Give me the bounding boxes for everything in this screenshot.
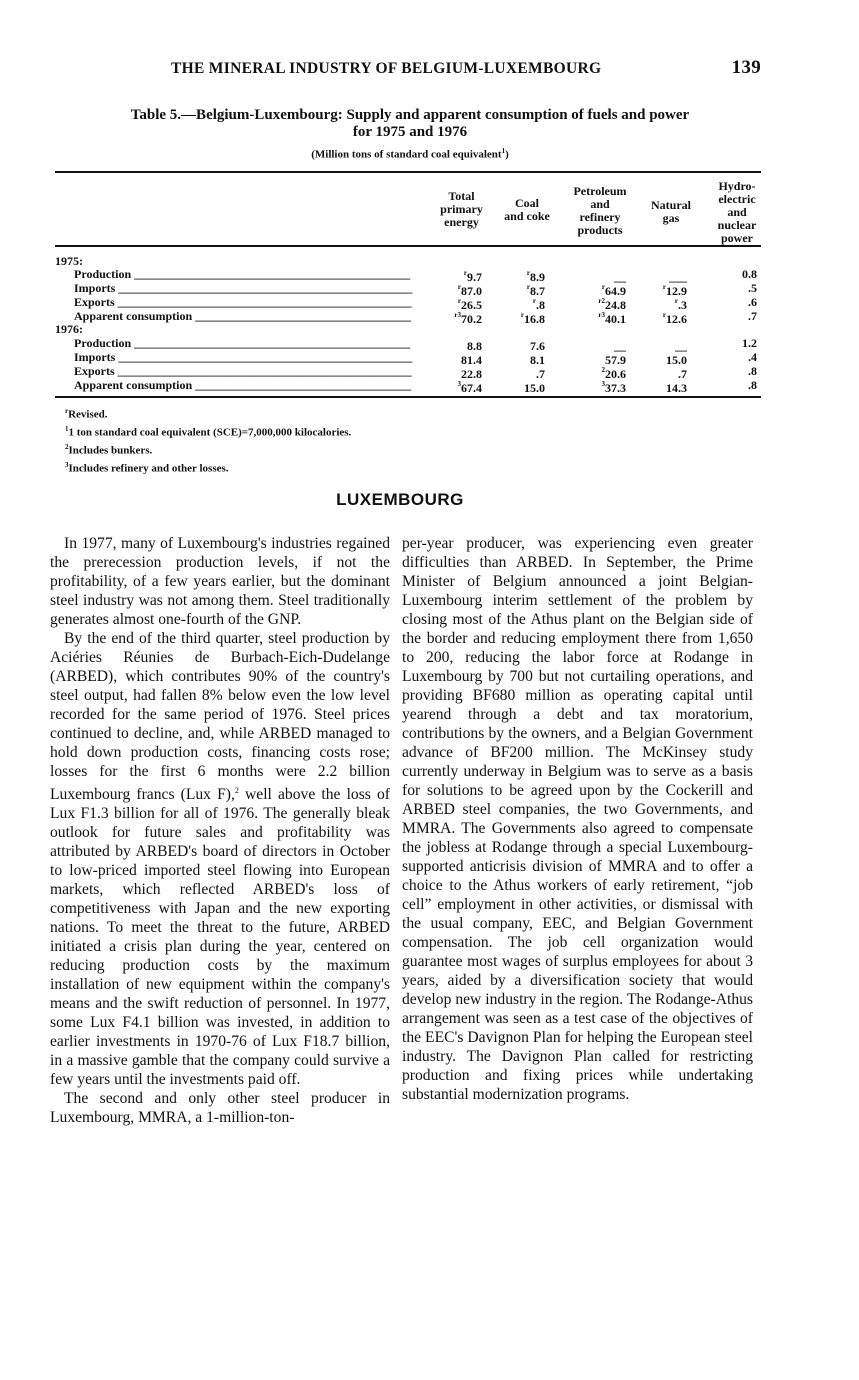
footnote: $^3$Includes refinery and other losses. bbox=[65, 461, 229, 476]
table-top-rule bbox=[55, 171, 761, 173]
page-number: 139 bbox=[731, 57, 761, 78]
table-row: Exports _________________________________________________ $^r$26.5 $^r$.8 $^{r2}$24.8 $^r$.3 .6 bbox=[74, 295, 757, 312]
column-header-gas: Natural gas bbox=[651, 198, 691, 225]
body-column-left bbox=[50, 534, 390, 1127]
table-row: Production ______________________________________________ $^r$9.7 $^r$8.9 __ ___ 0.8 bbox=[74, 267, 757, 284]
paragraph-continuation: per-year producer, was experiencing even greater difficulties than ARBED. In September, the Prime Minister of Belgium announced a joint Belgian-Luxembourg interim settlement of the problem by closing most of the Athus plant on the Belgian side of the border and reducing employment there from 1,650 to 200, reducing the labor force at Rodange in Luxembourg by 700 but not curtailing operations, and providing BF680 million as operating capital until yearend through a debt and tax moratorium, contributions by the owners, and a Belgian Government advance of BF200 million. The McKinsey study currently underway in Belgium was to serve as a basis for solutions to be agreed upon by the Cockerill and ARBED steel companies, the two Governments, and MMRA. The Governments also agreed to compensate the jobless at Rodange through a special Luxembourg-supported anticrisis division of MMRA and to offer a choice to the Athus workers of early retirement, “job cell” employment in other activities, or dismissal with the usual company, EEC, and Belgian Government compensation. The job cell organization would guarantee most wages of surplus employees for about 3 years, aided by a diversification society that would develop new industry in the region. The Rodange-Athus arrangement was seen as a test case of the objectives of the EEC's Davignon Plan for helping the European steel industry. The Davignon Plan called for restricting production and fixing prices while undertaking substantial modernization programs. bbox=[402, 535, 753, 1103]
table-row: Imports _________________________________________________ 81.4 8.1 57.9 15.0 .4 bbox=[74, 350, 757, 367]
table-caption bbox=[60, 107, 760, 141]
year-label-1976: 1976: bbox=[55, 323, 83, 336]
paragraph: By the end of the third quarter, steel production by Aciéries Réunies de Burbach-Eich-Dudelange (ARBED), which contributes 90% of the country's steel output, had fallen 8% below even the low level recorded for the same period of 1976. Steel prices continued to decline, and, while ARBED managed to hold down production costs, financing costs rose; losses for the first 6 months were 2.2 billion Luxembourg francs (Lux F),$^2$ well above the loss of Lux F1.3 billion for all of 1976. The generally bleak outlook for future sales and profitability was attributed by ARBED's board of directors in October to low-priced imported steel flowing into European markets, which reflected ARBED's loss of competitiveness with Japan and the new exporting nations. To meet the threat to the future, ARBED initiated a crisis plan during the year, centered on reducing production costs by the maximum installation of new equipment within the company's means and the swift reduction of personnel. In 1977, some Lux F4.1 billion was invested, in addition to earlier investments in 1970-76 of Lux F18.7 billion, in a massive gamble that the company could survive a few years until the investments paid off. bbox=[50, 630, 390, 1089]
running-head bbox=[171, 57, 761, 82]
table-row: Apparent consumption ____________________________________ $^{r3}$70.2 $^r$16.8 $^{r3}$40.1 $^r$12.6 .7 bbox=[74, 309, 757, 326]
footnote: $^r$Revised. bbox=[65, 407, 108, 421]
table-row: Imports _________________________________________________ $^r$87.0 $^r$8.7 $^r$64.9 $^r$12.9 .5 bbox=[74, 281, 757, 298]
section-heading: LUXEMBOURG bbox=[336, 490, 464, 509]
running-title: THE MINERAL INDUSTRY OF BELGIUM-LUXEMBOURG bbox=[171, 60, 602, 77]
body-column-right bbox=[402, 534, 753, 1104]
table-row: Production ______________________________________________ 8.8 7.6 __ __ 1.2 bbox=[74, 336, 757, 353]
table-header-rule bbox=[55, 245, 761, 247]
table-bottom-rule bbox=[55, 396, 761, 398]
table-caption-line-1: Table 5.—Belgium-Luxembourg: Supply and apparent consumption of fuels and power bbox=[130, 107, 690, 123]
footnote: $^1$1 ton standard coal equivalent (SCE)=7,000,000 kilocalories. bbox=[65, 425, 352, 439]
table-unit-note: (Million tons of standard coal equivalent$^1$) bbox=[311, 147, 509, 161]
column-header-total: Total primary energy bbox=[440, 189, 483, 229]
column-header-petroleum: Petroleum and refinery products bbox=[573, 184, 627, 237]
footnote: $^2$Includes bunkers. bbox=[65, 443, 153, 457]
paragraph-start: The second and only other steel producer in Luxembourg, MMRA, a 1-million-ton- bbox=[50, 1090, 390, 1127]
column-header-coal: Coal and coke bbox=[504, 196, 550, 223]
paragraph: In 1977, many of Luxembourg's industries regained the prerecession production levels, if not the profitability, of a few years earlier, but the dominant steel industry was not among them. Steel traditionally generates almost one-fourth of the GNP. bbox=[50, 535, 390, 628]
table-row: Exports _________________________________________________ 22.8 .7 $^2$20.6 .7 .8 bbox=[74, 364, 757, 381]
table-row: Apparent consumption ____________________________________ $^3$67.4 15.0 $^3$37.3 14.3 .8 bbox=[74, 378, 757, 395]
table-footnotes bbox=[65, 404, 565, 477]
table-caption-line-2: for 1975 and 1976 bbox=[352, 124, 468, 140]
year-label-1975: 1975: bbox=[55, 255, 83, 268]
column-header-hydro: Hydro- electric and nuclear power bbox=[717, 179, 757, 245]
